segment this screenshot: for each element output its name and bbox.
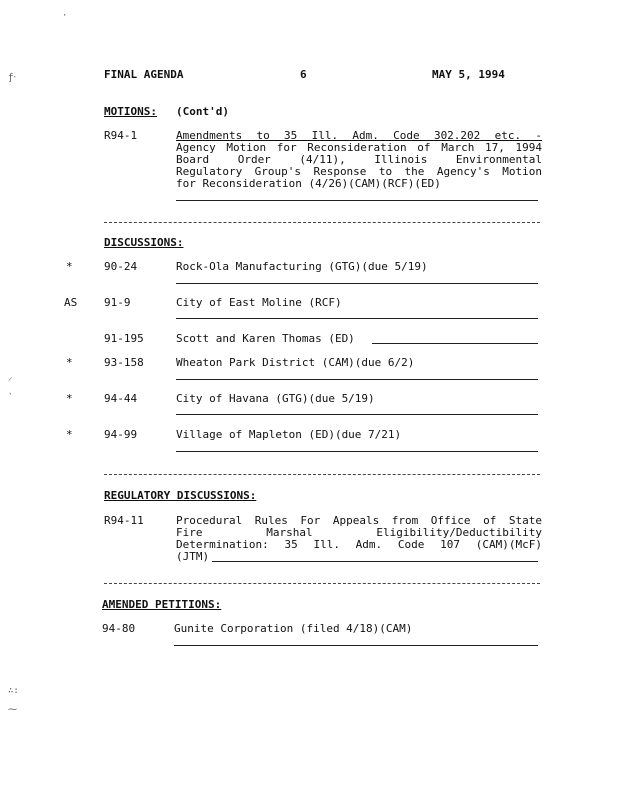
case-title: Wheaton Park District (CAM)(due 6/2) xyxy=(176,356,415,369)
case-title: City of Havana (GTG)(due 5/19) xyxy=(176,392,375,405)
case-number: 91-9 xyxy=(104,296,131,309)
case-text-line: Regulatory Group's Response to the Agency's Motion xyxy=(176,165,542,178)
case-text-line: Procedural Rules For Appeals from Office of State xyxy=(176,514,542,527)
signature-line xyxy=(174,645,538,646)
scan-speck: ⸝ xyxy=(8,373,13,383)
scan-speck: ƒ‧ xyxy=(8,73,17,83)
case-number: 91-195 xyxy=(104,332,144,345)
case-text-line: Agency Motion for Reconsideration of March 17, 1994 xyxy=(176,141,542,154)
case-text-line: Amendments to 35 Ill. Adm. Code 302.202 etc. - xyxy=(176,129,542,142)
case-title: Village of Mapleton (ED)(due 7/21) xyxy=(176,428,402,441)
scan-speck: · xyxy=(62,11,68,21)
case-number: 94-80 xyxy=(102,622,136,635)
case-text-line: Fire Marshal Eligibility/Deductibility xyxy=(176,526,542,539)
case-title: Gunite Corporation (filed 4/18)(CAM) xyxy=(174,622,413,635)
signature-line xyxy=(176,283,538,284)
case-title: City of East Moline (RCF) xyxy=(176,296,342,309)
case-number: 90-24 xyxy=(104,260,138,273)
case-title: Scott and Karen Thomas (ED) xyxy=(176,332,355,345)
motions-contd: (Cont'd) xyxy=(176,105,229,118)
signature-line xyxy=(176,379,538,380)
case-number: R94-11 xyxy=(104,514,144,527)
signature-line xyxy=(176,414,538,415)
amended-petitions-heading: AMENDED PETITIONS: xyxy=(102,598,222,611)
case-title: Rock-Ola Manufacturing (GTG)(due 5/19) xyxy=(176,260,428,273)
item-marker: * xyxy=(66,428,73,441)
section-divider xyxy=(104,474,540,475)
scan-speck: ∴: xyxy=(8,686,19,696)
case-text-line: for Reconsideration (4/26)(CAM)(RCF)(ED) xyxy=(176,177,441,190)
discussions-heading: DISCUSSIONS: xyxy=(104,236,184,249)
section-divider xyxy=(104,222,540,223)
motions-heading: MOTIONS: xyxy=(104,105,157,118)
signature-line xyxy=(176,318,538,319)
case-number: 94-99 xyxy=(104,428,138,441)
signature-line xyxy=(372,343,538,344)
case-number: 93-158 xyxy=(104,356,144,369)
scan-speck: ` xyxy=(8,393,14,403)
signature-line xyxy=(176,200,538,201)
section-divider xyxy=(104,583,540,584)
item-marker: AS xyxy=(64,296,78,309)
item-marker: * xyxy=(66,392,73,405)
case-number: R94-1 xyxy=(104,129,138,142)
page-number: 6 xyxy=(300,68,307,81)
item-marker: * xyxy=(66,356,73,369)
case-number: 94-44 xyxy=(104,392,138,405)
signature-line xyxy=(176,451,538,452)
regulatory-discussions-heading: REGULATORY DISCUSSIONS: xyxy=(104,489,257,502)
case-text-line: Determination: 35 Ill. Adm. Code 107 (CAM)(McF) xyxy=(176,538,542,551)
scan-speck: ⁓ xyxy=(8,705,17,715)
case-text-line: (JTM) xyxy=(176,550,210,563)
signature-line xyxy=(212,561,538,562)
agenda-date: MAY 5, 1994 xyxy=(432,68,505,81)
agenda-title: FINAL AGENDA xyxy=(104,68,184,81)
item-marker: * xyxy=(66,260,73,273)
case-text-line: Board Order (4/11), Illinois Environmental xyxy=(176,153,542,166)
